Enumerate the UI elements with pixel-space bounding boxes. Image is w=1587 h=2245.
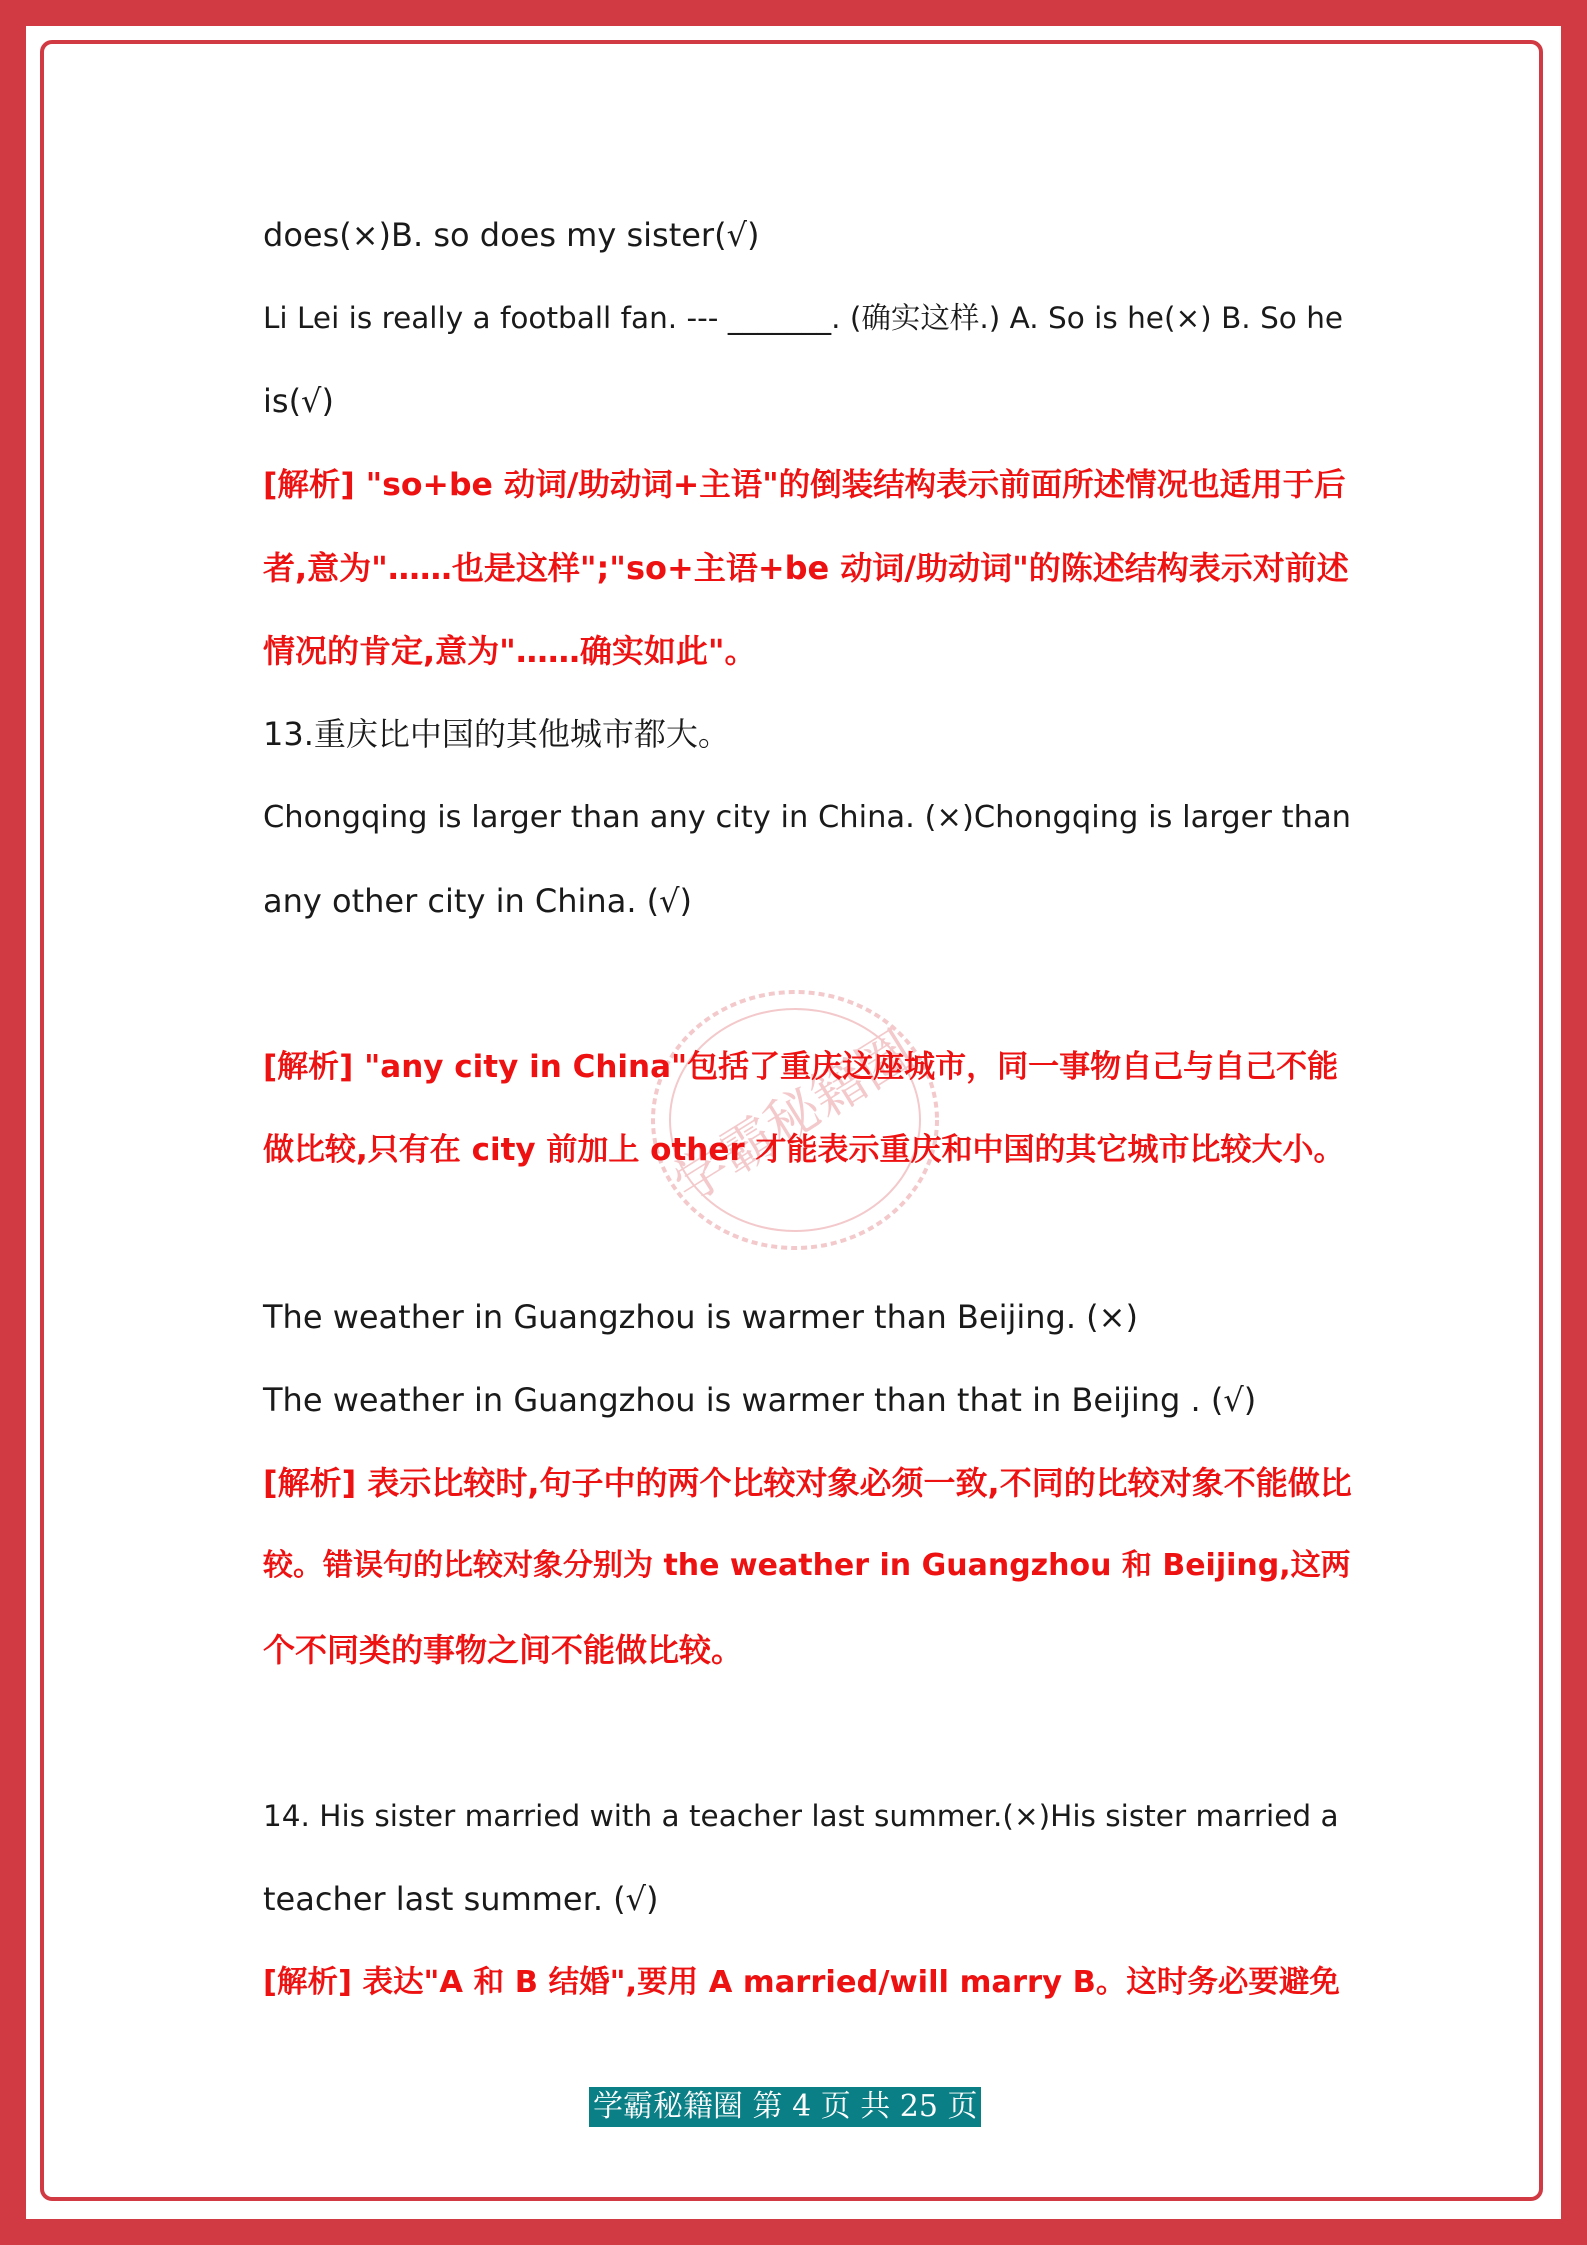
text-line: Li Lei is really a football fan. --- _______. (确实这样.) A. So is he(×) B. So he [263, 301, 1344, 335]
explanation-line: 个不同类的事物之间不能做比较。 [263, 1631, 744, 1669]
watermark-stamp [645, 985, 945, 1255]
text-line: is(√) [263, 382, 334, 420]
explanation-line: 做比较,只有在 city 前加上 other 才能表示重庆和中国的其它城市比较大小。 [263, 1132, 1345, 1168]
explanation-line: [解析] "any city in China"包括了重庆这座城市，同一事物自己与自己不能 [263, 1049, 1339, 1085]
explanation-line: 情况的肯定,意为"……确实如此"。 [263, 632, 757, 670]
explanation-line: 较。错误句的比较对象分别为 the weather in Guangzhou 和 Beijing,这两 [263, 1548, 1351, 1583]
explanation-line: [解析] 表示比较时,句子中的两个比较对象必须一致,不同的比较对象不能做比 [263, 1464, 1352, 1502]
text-line: The weather in Guangzhou is warmer than that in Beijing . (√) [263, 1381, 1257, 1419]
explanation-line: [解析] "so+be 动词/助动词+主语"的倒装结构表示前面所述情况也适用于后 [263, 467, 1346, 503]
question-heading: 14. His sister married with a teacher last summer.(×)His sister married a [263, 1799, 1339, 1833]
watermark-text: 学霸秘籍圈 [661, 1018, 925, 1216]
text-line: any other city in China. (√) [263, 882, 693, 920]
text-line: The weather in Guangzhou is warmer than Beijing. (×) [263, 1298, 1138, 1336]
text-line: does(×)B. so does my sister(√) [263, 216, 760, 254]
question-heading: 13.重庆比中国的其他城市都大。 [263, 715, 730, 753]
explanation-line: 者,意为"……也是这样";"so+主语+be 动词/助动词"的陈述结构表示对前述 [263, 549, 1349, 587]
explanation-line: [解析] 表达"A 和 B 结婚",要用 A married/will marry B。这时务必要避免 [263, 1965, 1340, 2000]
page-footer: 学霸秘籍圈 第 4 页 共 25 页 [589, 2087, 981, 2127]
text-line: teacher last summer. (√) [263, 1880, 659, 1918]
text-line: Chongqing is larger than any city in China. (×)Chongqing is larger than [263, 800, 1351, 835]
